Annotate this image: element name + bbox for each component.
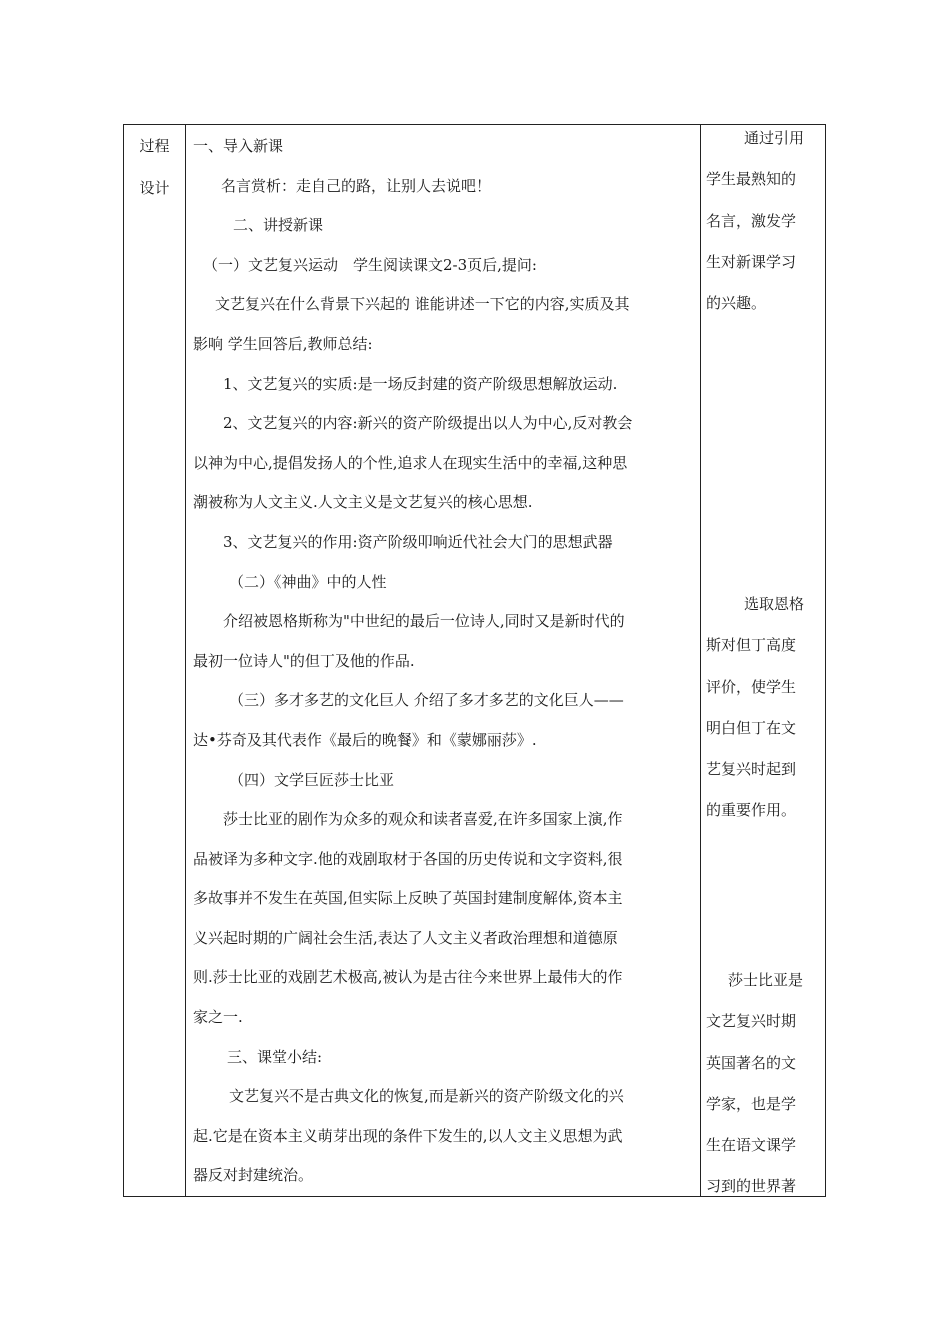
note-line: 艺复兴时起到 [706, 760, 797, 779]
paragraph-line: 多故事并不发生在英国,但实际上反映了英国封建制度解体,资本主 [193, 889, 623, 908]
design-note-shakespeare [706, 960, 822, 1208]
paragraph-line: 品被译为多种文字.他的戏剧取材于各国的历史传说和文字资料,很 [193, 849, 623, 868]
paragraph-line: 器反对封建统治。 [193, 1166, 314, 1185]
note-line: 生对新课学习 [706, 252, 797, 271]
paragraph-line: 介绍被恩格斯称为"中世纪的最后一位诗人,同时又是新时代的 [223, 612, 625, 631]
paragraph-line: 则.莎士比亚的戏剧艺术极高,被认为是古往今来世界上最伟大的作 [193, 968, 623, 987]
paragraph-line: 文艺复兴不是古典文化的恢复,而是新兴的资产阶级文化的兴 [229, 1087, 624, 1106]
quote-line: 名言赏析：走自己的路，让别人去说吧！ [221, 176, 492, 195]
note-line: 评价，使学生 [706, 677, 797, 696]
design-note-dante [706, 584, 822, 832]
row-label-cell [124, 125, 185, 209]
paragraph-line: 达•芬奇及其代表作《最后的晚餐》和《蒙娜丽莎》. [193, 730, 537, 749]
note-line: 通过引用 [744, 129, 805, 147]
note-line: 选取恩格 [744, 595, 805, 613]
subsection-divine-comedy: （二）《神曲》中的人性 [229, 572, 387, 591]
note-line: 学家，也是学 [706, 1094, 797, 1113]
row-label-line-2: 设计 [139, 179, 170, 197]
subsection-da-vinci: （三）多才多艺的文化巨人 介绍了多才多艺的文化巨人—— [229, 691, 624, 710]
section-heading-teach: 二、讲授新课 [233, 216, 324, 235]
column-divider-left [185, 125, 186, 1196]
note-line: 英国著名的文 [706, 1053, 797, 1072]
summary-point-3: 3、文艺复兴的作用:资产阶级叩响近代社会大门的思想武器 [223, 532, 613, 551]
note-line: 的兴趣。 [706, 294, 767, 313]
paragraph-line: 义兴起时期的广阔社会生活,表达了人文主义者政治理想和道德原 [193, 928, 618, 947]
lesson-content-cell [193, 127, 693, 1196]
note-line: 文艺复兴时期 [706, 1012, 797, 1031]
note-line: 学生最熟知的 [706, 170, 797, 189]
summary-point-1: 1、文艺复兴的实质:是一场反封建的资产阶级思想解放运动. [223, 374, 618, 393]
note-line: 生在语文课学 [706, 1136, 797, 1155]
note-line: 莎士比亚是 [728, 971, 804, 989]
note-line: 名言，激发学 [706, 211, 797, 230]
row-label-line-1: 过程 [139, 137, 170, 155]
subsection-renaissance: （一）文艺复兴运动 学生阅读课文2-3页后,提问: [203, 255, 537, 274]
paragraph-line: 潮被称为人文主义.人文主义是文艺复兴的核心思想. [193, 493, 533, 512]
note-line: 的重要作用。 [706, 801, 797, 820]
paragraph-line: 最初一位诗人"的但丁及他的作品. [193, 651, 415, 670]
note-line: 明白但丁在文 [706, 718, 797, 737]
subsection-shakespeare: （四）文学巨匠莎士比亚 [229, 770, 395, 789]
lesson-table [123, 124, 826, 1197]
paragraph-line: 以神为中心,提倡发扬人的个性,追求人在现实生活中的幸福,这种思 [193, 453, 628, 472]
paragraph-line: 家之一. [193, 1008, 243, 1027]
paragraph-line: 文艺复兴在什么背景下兴起的 谁能讲述一下它的内容,实质及其 [215, 295, 630, 314]
paragraph-line: 起.它是在资本主义萌芽出现的条件下发生的,以人文主义思想为武 [193, 1126, 623, 1145]
section-heading-intro: 一、导入新课 [193, 137, 284, 155]
column-divider-right [700, 125, 701, 1196]
section-heading-summary: 三、课堂小结: [227, 1047, 323, 1066]
design-note-intro [706, 118, 822, 324]
summary-point-2: 2、文艺复兴的内容:新兴的资产阶级提出以人为中心,反对教会 [223, 414, 633, 433]
note-line: 斯对但丁高度 [706, 636, 797, 655]
paragraph-line: 影响 学生回答后,教师总结: [193, 334, 373, 353]
paragraph-line: 莎士比亚的剧作为众多的观众和读者喜爱,在许多国家上演,作 [223, 810, 623, 829]
note-line: 习到的世界著 [706, 1177, 797, 1196]
